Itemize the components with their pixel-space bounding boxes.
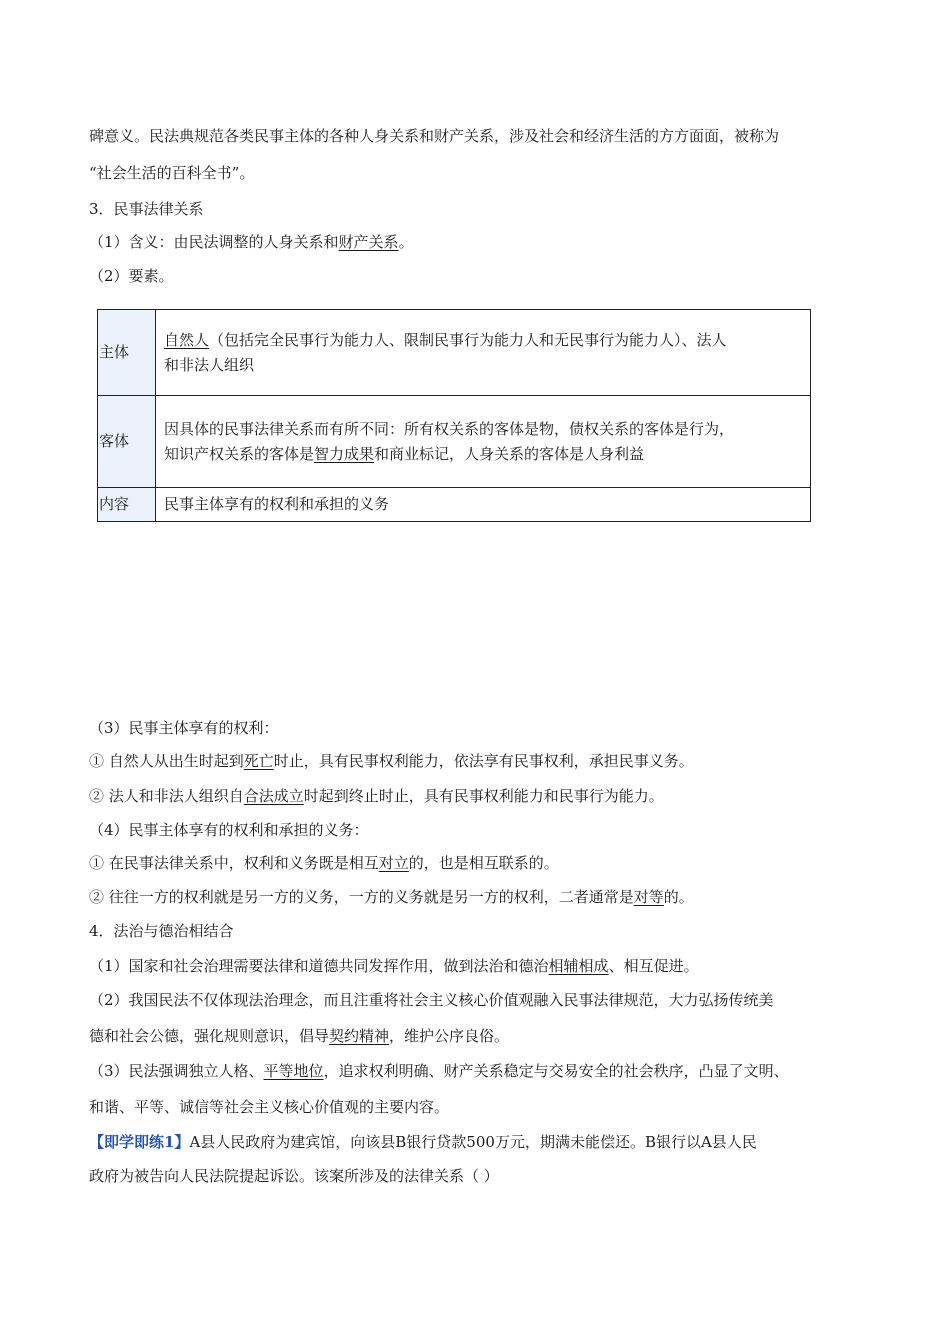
row-head-content: 内容: [98, 488, 156, 522]
intro-line-2: “社会生活的百科全书”。: [89, 164, 255, 182]
rights-item-1: ① 自然人从出生时起到死亡时止，具有民事权利能力，依法享有民事权利，承担民事义务。: [89, 752, 694, 770]
rights-duties-item-1: ① 在民事法律关系中，权利和义务既是相互对立的，也是相互联系的。: [89, 854, 559, 872]
table-row: [98, 488, 811, 522]
section-4-para-2-line-1: （2）我国民法不仅体现法治理念，而且注重将社会主义核心价值观融入民事法律规范，大力弘扬传统美: [89, 991, 774, 1009]
section-4-para-3-line-1: （3）民法强调独立人格、平等地位，追求权利明确、财产关系稳定与交易安全的社会秩序，凸显了文明、: [89, 1062, 789, 1080]
rights-duties-heading: （4）民事主体享有的权利和承担的义务：: [89, 821, 369, 839]
table-row: [98, 310, 811, 396]
row-head-object: 客体: [98, 396, 156, 488]
section-4-para-3-line-2: 和谐、平等、诚信等社会主义核心价值观的主要内容。: [89, 1098, 450, 1116]
row-head-subject: 主体: [98, 310, 156, 396]
row-content-subject: 自然人（包括完全民事行为能力人、限制民事行为能力人和无民事行为能力人）、法人 和非法人组织: [156, 310, 811, 396]
intro-line-1: 碑意义。民法典规范各类民事主体的各种人身关系和财产关系，涉及社会和经济生活的方方面面，被称为: [89, 127, 780, 145]
rights-heading: （3）民事主体享有的权利：: [89, 719, 279, 737]
section-4-para-2-line-2: 德和社会公德，强化规则意识，倡导契约精神，维护公序良俗。: [89, 1027, 510, 1045]
section-4-title: 4．法治与德治相结合: [89, 922, 234, 940]
exercise-line-1: 【即学即练1】A县人民政府为建宾馆，向该县B银行贷款500万元，期满未能偿还。B银行以A县人民: [89, 1133, 757, 1151]
table-row: [98, 396, 811, 488]
exercise-line-2: 政府为被告向人民法院提起诉讼。该案所涉及的法律关系（ ）: [89, 1167, 499, 1185]
section-3-title: 3．民事法律关系: [89, 200, 204, 218]
section-3-meaning: （1）含义：由民法调整的人身关系和财产关系。: [89, 233, 414, 251]
section-4-para-1: （1）国家和社会治理需要法律和道德共同发挥作用，做到法治和德治相辅相成、相互促进。: [89, 957, 699, 975]
rights-item-2: ② 法人和非法人组织自合法成立时起到终止时止，具有民事权利能力和民事行为能力。: [89, 787, 664, 805]
row-content-content: 民事主体享有的权利和承担的义务: [156, 488, 811, 522]
exercise-label: 【即学即练1】: [89, 1133, 190, 1151]
rights-duties-item-2: ② 往往一方的权利就是另一方的义务，一方的义务就是另一方的权利，二者通常是对等的。: [89, 888, 694, 906]
elements-table: [97, 309, 811, 522]
section-3-elements: （2）要素。: [89, 267, 174, 285]
row-content-object: 因具体的民事法律关系而有所不同：所有权关系的客体是物，债权关系的客体是行为， 知识产权关系的客体是智力成果和商业标记，人身关系的客体是人身利益: [156, 396, 811, 488]
